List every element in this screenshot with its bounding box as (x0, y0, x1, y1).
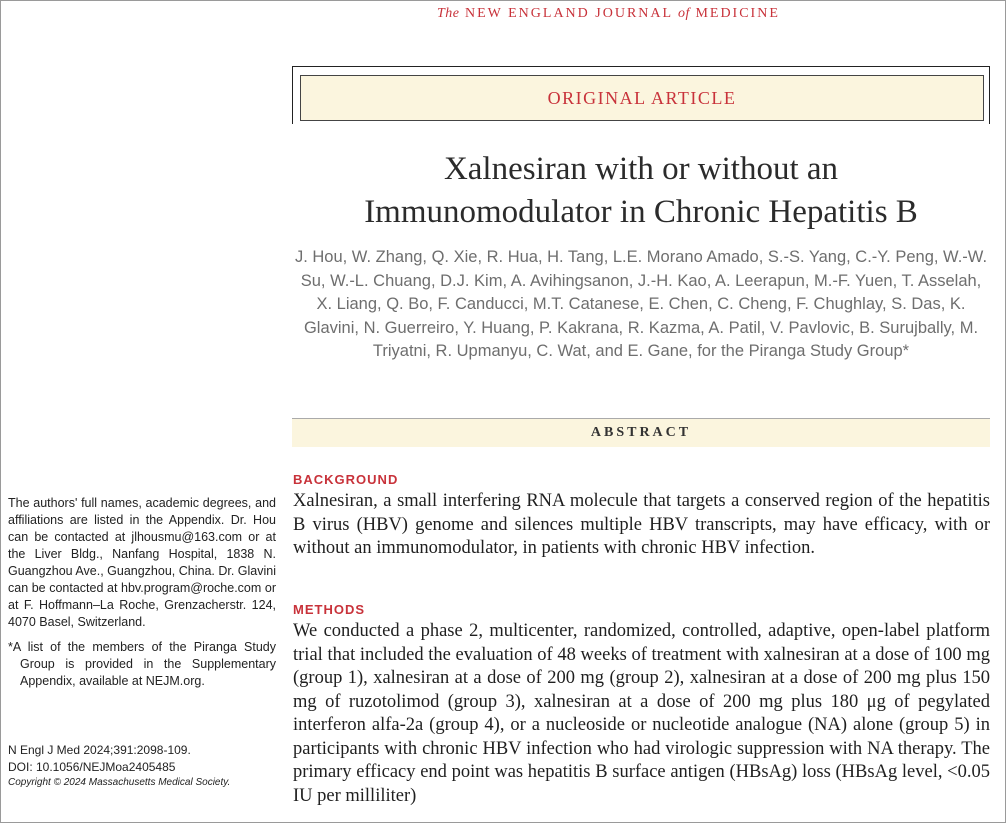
citation-block (8, 742, 276, 792)
background-text: Xalnesiran, a small interfering RNA molecule that targets a conserved region of the hepatitis B virus (HBV) genome and silences multiple HBV transcripts, may have efficacy, with or without an immunomodulator, in patients with chronic HBV infection. (293, 491, 990, 558)
journal-of: of (678, 6, 690, 21)
journal-name-main: NEW ENGLAND JOURNAL (465, 6, 673, 21)
methods-heading: METHODS (293, 602, 365, 617)
journal-prefix: The (437, 6, 460, 21)
journal-header (437, 6, 857, 26)
title-line-2: Immunomodulator in Chronic Hepatitis B (364, 194, 918, 230)
article-type-label: ORIGINAL ARTICLE (547, 87, 737, 108)
article-type-banner (300, 75, 984, 121)
top-rule (292, 66, 990, 67)
article-title (292, 148, 990, 234)
abstract-label: ABSTRACT (590, 425, 692, 440)
banner-left-rule (292, 66, 293, 124)
abstract-heading-bar (292, 418, 990, 447)
copyright: Copyright © 2024 Massachusetts Medical Society. (8, 777, 231, 788)
banner-right-rule (989, 66, 990, 124)
sidebar-notes (8, 495, 276, 698)
citation: N Engl J Med 2024;391:2098-109. (8, 743, 191, 757)
author-list: J. Hou, W. Zhang, Q. Xie, R. Hua, H. Tang, L.E. Morano Amado, S.-S. Yang, C.-Y. Peng, W.-W. Su, W.-L. Chuang, D.J. Kim, A. Avihingsanon, J.-H. Kao, A. Leerapun, M.-F. Yuen, T. Asselah, X. Liang, Q. Bo, F. Canducci, M.T. Catanese, E. Chen, C. Cheng, F. Chughlay, S. Das, K. Glavini, N. Guerreiro, Y. Huang, P. Kakrana, R. Kazma, A. Patil, V. Pavlovic, B. Surujbally, M. Triyatni, R. Upmanyu, C. Wat, and E. Gane, for the Piranga Study Group* (294, 248, 988, 360)
doi: DOI: 10.1056/NEJMoa2405485 (8, 759, 176, 774)
study-group-footnote: *A list of the members of the Piranga Study Group is provided in the Supplementary Appendix, available at NEJM.org. (8, 640, 276, 688)
title-line-1: Xalnesiran with or without an (443, 151, 839, 187)
affiliations-note: The authors' full names, academic degrees, and affiliations are listed in the Appendix. Dr. Hou can be contacted at jlhousmu@163.com or at the Liver Bldg., Nanfang Hospital, 1838 N. Guangzhou Ave., Guangzhou, China. Dr. Glavini can be contacted at hbv.program@roche.com or at F. Hoffmann–La Roche, Grenzacherstr. 124, 4070 Basel, Switzerland. (8, 496, 276, 629)
journal-name-end: MEDICINE (695, 6, 780, 21)
background-heading: BACKGROUND (293, 472, 399, 487)
methods-text: We conducted a phase 2, multicenter, randomized, controlled, adaptive, open-label platform trial that included the evaluation of 48 weeks of treatment with xalnesiran at a dose of 100 mg (group 1), xalnesiran at a dose of 200 mg (group 2), xalnesiran at a dose of 200 mg plus 150 mg of ruzotolimod (group 3), xalnesiran at a dose of 200 mg plus 180 μg of pegylated interferon alfa-2a (group 4), or a nucleoside or nucleotide analogue (NA) alone (group 5) in participants with chronic HBV infection who had virologic suppression with NA therapy. The primary efficacy end point was hepatitis B surface antigen (HBsAg) loss (HBsAg level, <0.05 IU per milliliter) (293, 621, 990, 806)
